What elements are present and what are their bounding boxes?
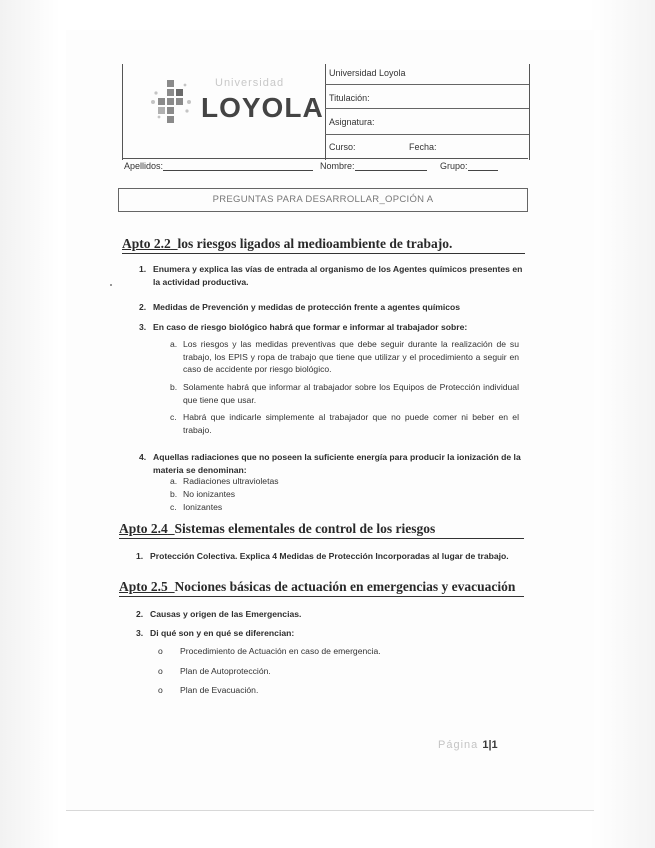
header-rule [325, 134, 529, 135]
answer-option[interactable]: c. Ionizantes [170, 502, 223, 512]
question-item: 4. Aquellas radiaciones que no poseen la suficiente energía para producir la ionización de la materia se denominan: [139, 452, 521, 475]
logo-wordmark: LOYOLA [201, 92, 324, 123]
header-box [122, 64, 530, 160]
header-rule [325, 108, 529, 109]
answer-option[interactable]: b. Solamente habrá que informar al trabajador sobre los Equipos de Protección individual que tiene que usar. [170, 382, 519, 405]
curso-field[interactable]: Curso: [329, 142, 356, 152]
logo-subtitle: Universidad [215, 77, 285, 89]
list-item: o Plan de Evacuación. [158, 685, 259, 695]
list-item: o Procedimiento de Actuación en caso de emergencia. [158, 646, 381, 656]
page-number: Página 1|1 [438, 739, 498, 751]
apellidos-field[interactable]: Apellidos: [124, 161, 313, 171]
asignatura-field[interactable]: Asignatura: [329, 117, 375, 127]
section-title-2-4: Apto 2.4_Sistemas elementales de control de los riesgos [119, 521, 524, 539]
scan-speck [110, 284, 112, 286]
question-item: 1. Protección Colectiva. Explica 4 Medidas de Protección Incorporadas al lugar de trabajo. [136, 551, 509, 561]
question-item: 2. Causas y origen de las Emergencias. [136, 609, 302, 619]
question-item: 3. Di qué son y en qué se diferencian: [136, 628, 295, 638]
titulacion-field[interactable]: Titulación: [329, 93, 370, 103]
loyola-emblem-icon [147, 78, 195, 126]
header-divider [325, 64, 326, 160]
question-item: 3. En caso de riesgo biológico habrá que formar e informar al trabajador sobre: [139, 322, 468, 332]
section-title-2-2: Apto 2.2_los riesgos ligados al medioambiente de trabajo. [122, 236, 525, 254]
answer-option[interactable]: a. Los riesgos y las medidas preventivas que debe seguir durante la realización de su trabajo, los EPIS y ropa de trabajo que tiene que utilizar y el procedimiento a seguir en caso de accidente por riesgo biológico. [170, 339, 519, 374]
header-rule [325, 84, 529, 85]
section-title-2-5: Apto 2.5_Nociones básicas de actuación en emergencias y evacuación [119, 579, 524, 597]
student-info-row [122, 158, 528, 175]
university-logo [141, 72, 324, 142]
answer-option[interactable]: a. Radiaciones ultravioletas [170, 476, 279, 486]
question-item: 2. Medidas de Prevención y medidas de protección frente a agentes químicos [139, 302, 461, 312]
question-item: 1. Enumera y explica las vías de entrada al organismo de los Agentes químicos presentes en la actividad productiva. [139, 264, 523, 287]
answer-option[interactable]: c. Habrá que indicarle simplemente al trabajador que no puede comer ni beber en el trabajo. [170, 412, 519, 435]
university-name: Universidad Loyola [329, 68, 406, 78]
exam-option-banner: PREGUNTAS PARA DESARROLLAR_OPCIÓN A [118, 188, 528, 212]
list-item: o Plan de Autoprotección. [158, 666, 271, 676]
nombre-field[interactable]: Nombre: [320, 161, 427, 171]
grupo-field[interactable]: Grupo: [440, 161, 498, 171]
answer-option[interactable]: b. No ionizantes [170, 489, 236, 499]
fecha-field[interactable]: Fecha: [409, 142, 437, 152]
